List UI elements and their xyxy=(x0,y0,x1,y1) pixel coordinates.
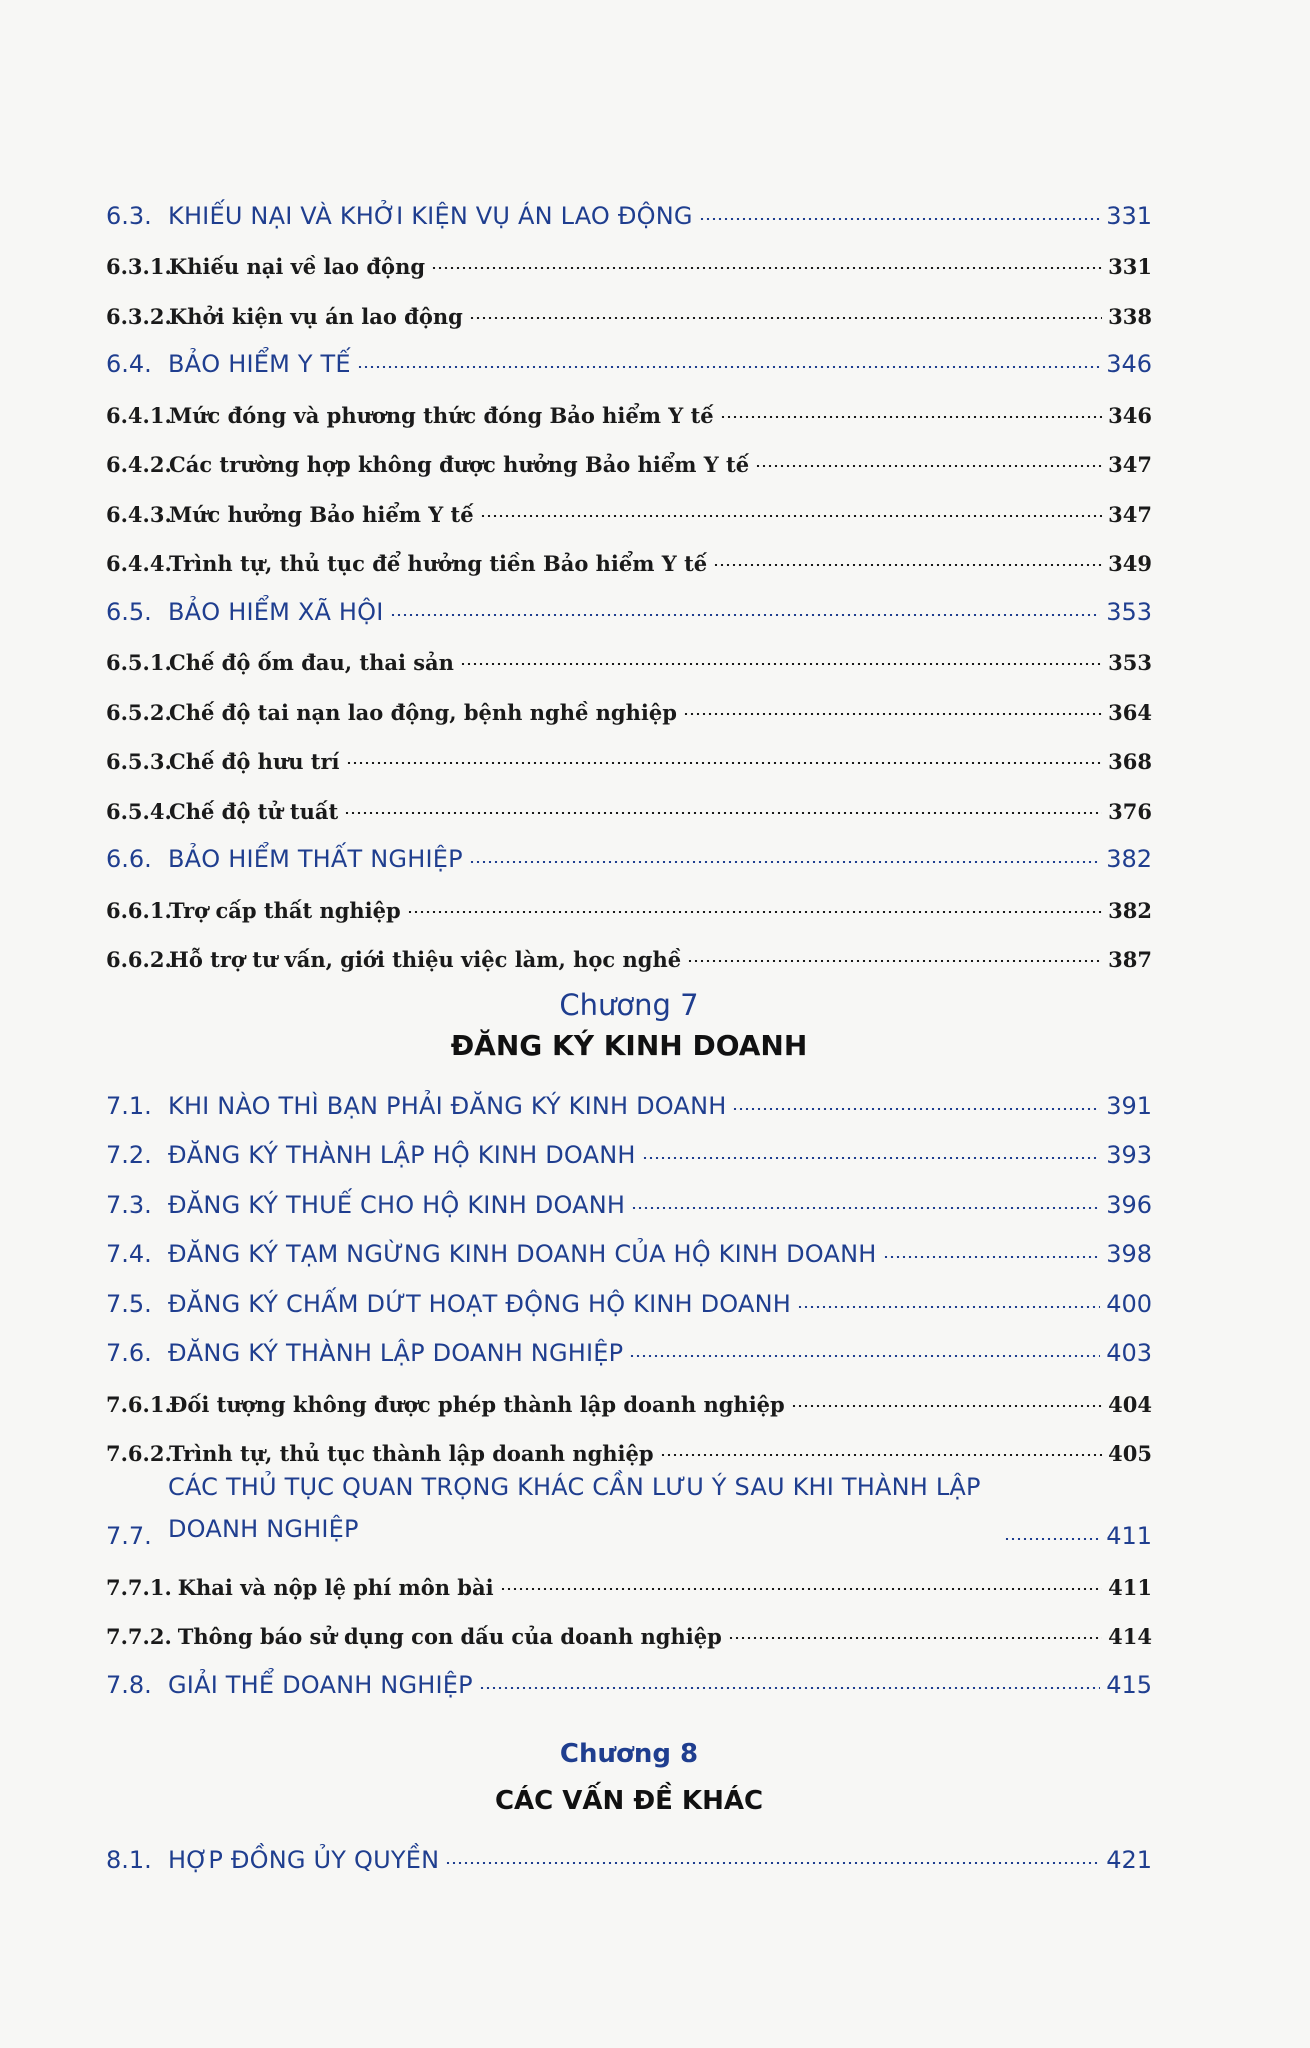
toc-entry-page: 393 xyxy=(1106,1141,1152,1169)
toc-entry-page: 396 xyxy=(1106,1190,1152,1219)
toc-entry-page: 391 xyxy=(1106,1091,1152,1120)
toc-entry-title: CÁC THỦ TỤC QUAN TRỌNG KHÁC CẦN LƯU Ý SAU KHI THÀNH LẬP DOANH NGHIỆP xyxy=(168,1473,981,1543)
dot-leader xyxy=(460,663,1102,665)
dot-leader xyxy=(720,416,1103,418)
toc-entry-number: 6.5.1. xyxy=(106,650,172,675)
dot-leader xyxy=(500,1588,1103,1590)
toc-entry-title: Khiếu nại về lao động xyxy=(169,254,426,279)
toc-entry-number: 6.4.4. xyxy=(106,551,172,576)
toc-entry-page: 331 xyxy=(1108,254,1152,279)
toc-entry-number: 7.1. xyxy=(106,1091,152,1120)
dot-leader xyxy=(407,911,1102,913)
toc-entry-number: 6.3. xyxy=(106,201,152,230)
toc-entry-title: GIẢI THỂ DOANH NGHIỆP xyxy=(168,1670,473,1699)
toc-entry xyxy=(106,1649,1152,1699)
toc-entry-title: Trình tự, thủ tục thành lập doanh nghiệp xyxy=(169,1441,654,1466)
toc-entry-page: 411 xyxy=(1106,1522,1152,1550)
toc-entry-page: 376 xyxy=(1108,798,1152,824)
toc-entry xyxy=(106,1550,1152,1600)
toc-entry xyxy=(106,1466,1152,1550)
chapter-8-title: CÁC VẤN ĐỀ KHÁC xyxy=(494,1785,764,1816)
toc-entry-page: 368 xyxy=(1108,749,1152,774)
toc-entry-number: 6.4. xyxy=(106,350,152,378)
toc-entry xyxy=(106,279,1152,329)
toc-entry-number: 6.3.1. xyxy=(106,254,172,279)
toc-entry-title: ĐĂNG KÝ CHẤM DỨT HOẠT ĐỘNG HỘ KINH DOANH xyxy=(168,1289,791,1318)
dot-leader xyxy=(390,614,1101,616)
toc-entry-title: Chế độ ốm đau, thai sản xyxy=(169,650,454,675)
toc-entry xyxy=(106,1120,1152,1170)
toc-entry-page: 338 xyxy=(1108,303,1152,329)
dot-leader xyxy=(431,267,1102,269)
toc-entry-title: ĐĂNG KÝ THÀNH LẬP DOANH NGHIỆP xyxy=(168,1339,624,1367)
dot-leader xyxy=(346,762,1103,764)
toc-entry-title: KHI NÀO THÌ BẠN PHẢI ĐĂNG KÝ KINH DOANH xyxy=(168,1091,727,1120)
toc-entry xyxy=(106,1417,1152,1467)
toc-entry-number: 6.4.2. xyxy=(106,452,172,477)
toc-entry-title: ĐĂNG KÝ TẠM NGỪNG KINH DOANH CỦA HỘ KINH DOANH xyxy=(168,1240,877,1268)
toc-entry-title: KHIẾU NẠI VÀ KHỞI KIỆN VỤ ÁN LAO ĐỘNG xyxy=(168,201,693,230)
toc-entry xyxy=(106,1219,1152,1269)
toc-entry-number: 6.4.1. xyxy=(106,402,172,428)
toc-entry xyxy=(106,428,1152,478)
dot-leader xyxy=(629,1355,1100,1357)
dot-leader xyxy=(469,861,1100,863)
toc-entry xyxy=(106,378,1152,428)
chapter-7-label: Chương 7 xyxy=(559,988,699,1022)
toc-entry-number: 6.4.3. xyxy=(106,501,172,527)
chapter-8-entries xyxy=(106,1825,1152,1875)
dot-leader xyxy=(445,1862,1100,1864)
toc-entry-title: Khởi kiện vụ án lao động xyxy=(169,303,463,329)
dot-leader xyxy=(687,960,1102,962)
toc-entry-number: 7.7.2. xyxy=(106,1624,172,1649)
toc-entry-title: Các trường hợp không được hưởng Bảo hiểm Y tế xyxy=(169,452,750,477)
dot-leader xyxy=(631,1207,1100,1209)
toc-entry xyxy=(106,180,1152,230)
toc-entry xyxy=(106,1268,1152,1318)
toc-entry xyxy=(106,725,1152,775)
toc-entry-page: 405 xyxy=(1108,1441,1152,1466)
toc-entry xyxy=(106,774,1152,824)
toc-entry xyxy=(106,626,1152,676)
toc-entry xyxy=(106,1318,1152,1368)
toc-entry-number: 7.6.1. xyxy=(106,1391,172,1417)
dot-leader xyxy=(344,812,1102,814)
toc-entry-number: 7.6. xyxy=(106,1339,152,1367)
toc-entry-number: 6.5.3. xyxy=(106,749,172,774)
toc-entry xyxy=(106,1600,1152,1650)
toc-entry-page: 404 xyxy=(1108,1391,1152,1417)
toc-entry xyxy=(106,923,1152,973)
toc-entry-page: 353 xyxy=(1106,597,1152,626)
toc-entry-number: 7.3. xyxy=(106,1190,152,1219)
table-of-contents xyxy=(106,180,1152,1874)
toc-entry-title: BẢO HIỂM XÃ HỘI xyxy=(168,597,384,626)
toc-entry-page: 346 xyxy=(1108,402,1152,428)
toc-entry-title: Chế độ hưu trí xyxy=(169,749,340,774)
toc-entry-page: 353 xyxy=(1108,650,1152,675)
toc-entry-number: 6.5.2. xyxy=(106,699,172,725)
toc-entry-title: Thông báo sử dụng con dấu của doanh nghiệp xyxy=(177,1624,722,1649)
dot-leader xyxy=(713,564,1102,566)
dot-leader xyxy=(883,1256,1101,1258)
toc-entry-title: BẢO HIỂM THẤT NGHIỆP xyxy=(168,845,463,873)
toc-entry xyxy=(106,477,1152,527)
chapter-7-title: ĐĂNG KÝ KINH DOANH xyxy=(450,1029,808,1062)
chapter-6-entries xyxy=(106,180,1152,972)
toc-entry-title: Trình tự, thủ tục để hưởng tiền Bảo hiểm Y tế xyxy=(169,551,708,576)
dot-leader xyxy=(660,1454,1103,1456)
toc-entry-page: 331 xyxy=(1106,201,1152,230)
toc-entry-page: 382 xyxy=(1106,845,1152,873)
dot-leader xyxy=(683,713,1102,715)
dot-leader xyxy=(728,1637,1102,1639)
toc-entry xyxy=(106,527,1152,577)
toc-entry-page: 364 xyxy=(1108,699,1152,725)
toc-entry-title: Chế độ tử tuất xyxy=(169,798,339,824)
chapter-7-entries xyxy=(106,1070,1152,1699)
toc-entry xyxy=(106,329,1152,379)
toc-entry-page: 349 xyxy=(1108,551,1152,576)
toc-entry xyxy=(106,675,1152,725)
toc-entry-page: 415 xyxy=(1106,1670,1152,1699)
toc-entry-title: Mức đóng và phương thức đóng Bảo hiểm Y tế xyxy=(169,402,714,428)
toc-entry-number: 6.5. xyxy=(106,597,152,626)
toc-entry-number: 6.3.2. xyxy=(106,303,172,329)
toc-entry xyxy=(106,1367,1152,1417)
toc-entry-title: Đối tượng không được phép thành lập doanh nghiệp xyxy=(169,1391,785,1417)
toc-entry-number: 6.5.4. xyxy=(106,798,172,824)
toc-entry-title: Mức hưởng Bảo hiểm Y tế xyxy=(169,501,474,527)
dot-leader xyxy=(797,1306,1100,1308)
toc-entry-title: ĐĂNG KÝ THÀNH LẬP HỘ KINH DOANH xyxy=(168,1141,636,1169)
toc-entry-page: 403 xyxy=(1106,1339,1152,1367)
toc-entry-page: 398 xyxy=(1106,1240,1152,1268)
dot-leader xyxy=(480,515,1103,517)
toc-entry-title: Hỗ trợ tư vấn, giới thiệu việc làm, học nghề xyxy=(169,947,682,972)
toc-entry-number: 7.4. xyxy=(106,1240,152,1268)
toc-entry-page: 347 xyxy=(1108,501,1152,527)
toc-entry-page: 347 xyxy=(1108,452,1152,477)
toc-entry-number: 7.7.1. xyxy=(106,1574,172,1600)
toc-entry xyxy=(106,824,1152,874)
toc-entry-page: 382 xyxy=(1108,897,1152,923)
toc-entry-number: 7.8. xyxy=(106,1670,152,1699)
toc-entry-number: 7.6.2. xyxy=(106,1441,172,1466)
toc-entry-number: 6.6.2. xyxy=(106,947,172,972)
dot-leader xyxy=(732,1108,1100,1110)
dot-leader xyxy=(1004,1538,1100,1540)
dot-leader xyxy=(357,366,1100,368)
toc-entry-title: Chế độ tai nạn lao động, bệnh nghề nghiệp xyxy=(169,699,677,725)
toc-entry xyxy=(106,576,1152,626)
toc-entry xyxy=(106,1825,1152,1875)
toc-entry xyxy=(106,1169,1152,1219)
toc-entry-page: 400 xyxy=(1106,1289,1152,1318)
toc-entry-page: 387 xyxy=(1108,947,1152,972)
toc-entry-number: 7.7. xyxy=(106,1522,152,1550)
dot-leader xyxy=(479,1687,1100,1689)
dot-leader xyxy=(791,1405,1102,1407)
toc-entry-number: 8.1. xyxy=(106,1846,152,1874)
toc-entry-title: BẢO HIỂM Y TẾ xyxy=(168,350,351,378)
toc-entry-title: ĐĂNG KÝ THUẾ CHO HỘ KINH DOANH xyxy=(168,1190,626,1219)
toc-entry-page: 346 xyxy=(1106,350,1152,378)
dot-leader xyxy=(642,1157,1101,1159)
toc-entry-page: 411 xyxy=(1108,1574,1152,1600)
toc-entry-title: Khai và nộp lệ phí môn bài xyxy=(177,1574,494,1600)
dot-leader xyxy=(699,218,1100,220)
toc-entry-number: 7.2. xyxy=(106,1141,152,1169)
toc-entry-page: 414 xyxy=(1108,1624,1152,1649)
toc-entry-page: 421 xyxy=(1106,1846,1152,1874)
toc-entry xyxy=(106,230,1152,280)
toc-entry-number: 7.5. xyxy=(106,1289,152,1318)
toc-entry-number: 6.6. xyxy=(106,845,152,873)
toc-entry-number: 6.6.1. xyxy=(106,897,172,923)
chapter-8-label: Chương 8 xyxy=(559,1738,699,1769)
toc-entry xyxy=(106,873,1152,923)
toc-entry xyxy=(106,1070,1152,1120)
toc-entry-title: Trợ cấp thất nghiệp xyxy=(169,897,401,923)
toc-entry-title: HỢP ĐỒNG ỦY QUYỀN xyxy=(168,1846,440,1874)
dot-leader xyxy=(755,465,1102,467)
dot-leader xyxy=(469,317,1102,319)
